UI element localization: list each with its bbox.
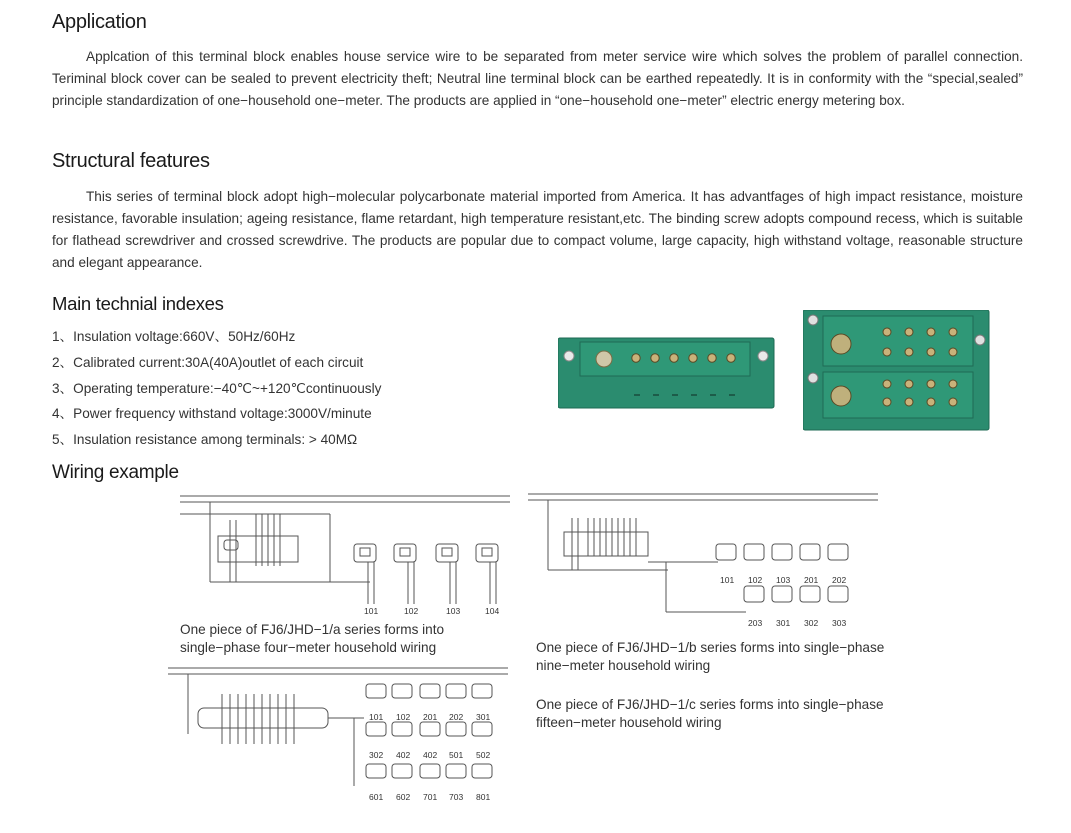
list-item: 2、Calibrated current:30A(40A)outlet of each circuit — [52, 354, 364, 370]
structural-heading: Structural features — [52, 150, 210, 172]
circuit-label: 302 — [369, 750, 384, 760]
circuit-label: 501 — [449, 750, 464, 760]
circuit-label: 102 — [396, 712, 411, 722]
application-paragraph — [52, 46, 1023, 112]
circuit-label: 103 — [446, 606, 461, 616]
circuit-label: 101 — [369, 712, 384, 722]
list-item: 1、Insulation voltage:660V、50Hz/60Hz — [52, 329, 296, 344]
wiring-diagram-c — [168, 664, 508, 814]
circuit-label: 102 — [748, 575, 763, 585]
structural-text: This series of terminal block adopt high−molecular polycarbonate material imported from America. It has advantfages of high impact resistance, moisture resistance, favorable insulation; ageing resistance, flame retardant, high temperature resistant,etc. The binding screw adopts compound recess, which is suitable for flathead screwdriver and crossed screwdrive. The products are popular due to compact volume, large capacity, high withstand voltage, reasonable structure and elegant appearance. — [52, 189, 1023, 270]
circuit-label: 202 — [449, 712, 464, 722]
circuit-label: 202 — [832, 575, 847, 585]
list-item: 3、Operating temperature:−40℃~+120℃continuously — [52, 380, 382, 396]
wiring-heading: Wiring example — [52, 462, 179, 483]
meter-group-a — [354, 544, 498, 604]
circuit-label: 601 — [369, 792, 384, 802]
list-item: 5、Insulation resistance among terminals: > 40MΩ — [52, 432, 358, 448]
caption-line: One piece of FJ6/JHD−1/c series forms into single−phase — [536, 697, 884, 712]
caption-line: nine−meter household wiring — [536, 658, 711, 673]
wiring-diagram-a — [180, 492, 510, 622]
indexes-heading: Main technial indexes — [52, 293, 224, 314]
circuit-label: 301 — [776, 618, 791, 628]
indexes-list — [52, 324, 381, 453]
circuit-label: 701 — [423, 792, 438, 802]
circuit-label: 703 — [449, 792, 464, 802]
circuit-label: 102 — [404, 606, 419, 616]
caption-line: One piece of FJ6/JHD−1/b series forms into single−phase — [536, 640, 885, 655]
circuit-label: 502 — [476, 750, 491, 760]
application-heading: Application — [52, 11, 147, 33]
circuit-label: 104 — [485, 606, 500, 616]
circuit-label: 602 — [396, 792, 411, 802]
circuit-label: 301 — [476, 712, 491, 722]
circuit-label: 402 — [396, 750, 411, 760]
circuit-label: 103 — [776, 575, 791, 585]
caption-c — [536, 696, 884, 732]
caption-b — [536, 639, 884, 675]
circuit-label: 101 — [720, 575, 735, 585]
application-text: Applcation of this terminal block enables house service wire to be separated from meter service wire which solves the problem of parallel connection. Teriminal block cover can be sealed to prevent electricity theft; Neutral line terminal block can be earthed repeatedly. It is in conformity with the “special,sealed” principle standardization of one−household one−meter. The products are applied in “one−household one−meter” electric energy metering box. — [52, 49, 1023, 108]
circuit-label: 201 — [804, 575, 819, 585]
list-item: 4、Power frequency withstand voltage:3000V/minute — [52, 406, 372, 422]
circuit-label: 101 — [364, 606, 379, 616]
wiring-diagram-b — [528, 490, 878, 630]
circuit-label: 203 — [748, 618, 763, 628]
terminal-block-photo-small — [558, 334, 776, 410]
caption-a — [180, 621, 444, 657]
structural-paragraph — [52, 186, 1023, 274]
caption-line: single−phase four−meter household wiring — [180, 640, 437, 655]
circuit-label: 201 — [423, 712, 438, 722]
caption-line: One piece of FJ6/JHD−1/a series forms into — [180, 622, 445, 637]
circuit-label: 303 — [832, 618, 847, 628]
caption-line: fifteen−meter household wiring — [536, 715, 722, 730]
circuit-label: 302 — [804, 618, 819, 628]
terminal-block-photo-large — [803, 310, 991, 432]
circuit-label: 402 — [423, 750, 438, 760]
circuit-label: 801 — [476, 792, 491, 802]
